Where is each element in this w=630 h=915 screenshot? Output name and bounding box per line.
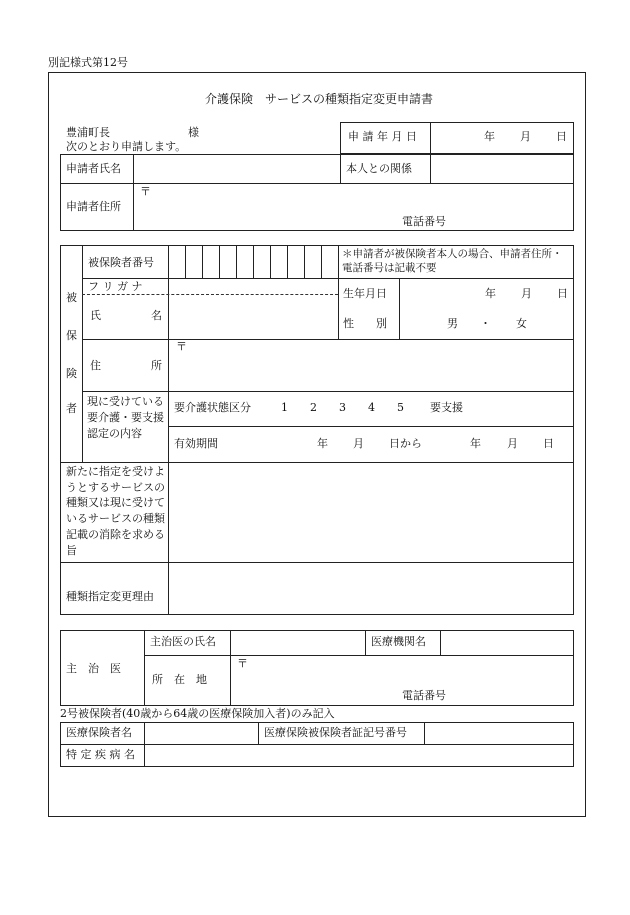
care-level-option[interactable]: 2 — [310, 401, 317, 414]
validity-day-to: 日 — [543, 437, 554, 450]
institution-label: 医療機関名 — [371, 635, 426, 648]
form-number: 別記様式第12号 — [48, 56, 128, 69]
birth-day: 日 — [557, 287, 568, 300]
date-year: 年 — [484, 130, 495, 143]
furigana-label: フ リ ガ ナ — [88, 280, 143, 293]
insurer-name-label: 医療保険者名 — [66, 726, 132, 739]
postal-mark: 〒 — [176, 340, 187, 353]
sex-separator: ・ — [480, 317, 491, 330]
relation-field[interactable] — [431, 155, 573, 182]
phone-label: 電話番号 — [402, 689, 446, 702]
birth-label: 生年月日 — [343, 287, 387, 300]
validity-month-to: 月 — [507, 437, 518, 450]
support-option[interactable]: 要支援 — [430, 401, 463, 414]
validity-year-to: 年 — [470, 437, 481, 450]
insured-side-char: 険 — [66, 367, 77, 380]
institution-field[interactable] — [441, 631, 573, 654]
validity-year-from: 年 — [317, 437, 328, 450]
service-request-label: 新たに指定を受けようとするサービスの種類又は現に受けているサービスの種類記載の消除を求める旨 — [66, 465, 165, 557]
care-level-option[interactable]: 5 — [397, 401, 404, 414]
sex-option-male[interactable]: 男 — [447, 317, 458, 330]
disease-field[interactable] — [145, 745, 573, 766]
applicant-name-field[interactable] — [134, 155, 339, 182]
doctor-name-label: 主治医の氏名 — [150, 635, 216, 648]
insured-number-label: 被保険者番号 — [88, 256, 154, 269]
applicant-name-label: 申請者氏名 — [66, 162, 121, 175]
applicant-address-field[interactable] — [134, 184, 573, 230]
honorific: 様 — [188, 126, 199, 139]
name-label-char: 氏 — [90, 309, 101, 322]
request-line: 次のとおり申請します。 — [66, 140, 187, 153]
care-level-option[interactable]: 3 — [339, 401, 346, 414]
date-month: 月 — [520, 130, 531, 143]
date-field[interactable] — [431, 123, 573, 153]
postal-mark: 〒 — [237, 657, 248, 670]
birth-month: 月 — [521, 287, 532, 300]
cert-number-label: 医療保険被保険者証記号番号 — [264, 726, 407, 739]
validity-label: 有効期間 — [174, 437, 218, 450]
insurer-name-field[interactable] — [145, 723, 257, 743]
sex-option-female[interactable]: 女 — [516, 317, 527, 330]
insured-side-char: 保 — [66, 329, 77, 342]
name-label-char: 名 — [151, 309, 162, 322]
insured-name-field[interactable] — [169, 295, 337, 338]
care-level-option[interactable]: 4 — [368, 401, 375, 414]
location-label: 所 在 地 — [152, 673, 207, 686]
cert-number-field[interactable] — [425, 723, 573, 743]
address-label-char: 所 — [151, 359, 162, 372]
birth-year: 年 — [485, 287, 496, 300]
self-applicant-note: ＊申請者が被保険者本人の場合、申請者住所・電話番号は記載不要 — [342, 248, 563, 275]
date-label: 申 請 年 月 日 — [348, 130, 417, 143]
change-reason-label: 種類指定変更理由 — [66, 590, 154, 603]
care-level-label: 要介護状態区分 — [174, 401, 251, 414]
disease-label: 特 定 疾 病 名 — [66, 748, 135, 761]
care-level-option[interactable]: 1 — [281, 401, 288, 414]
addressee: 豊浦町長 — [66, 126, 110, 139]
furigana-field[interactable] — [169, 279, 337, 293]
postal-mark: 〒 — [140, 185, 151, 198]
address-label-char: 住 — [90, 359, 101, 372]
change-reason-field[interactable] — [169, 563, 573, 614]
type2-note: 2号被保険者(40歳から64歳の医療保険加入者)のみ記入 — [60, 707, 335, 720]
applicant-address-label: 申請者住所 — [66, 200, 121, 213]
date-day: 日 — [556, 130, 567, 143]
insured-address-field[interactable] — [169, 340, 573, 390]
doctor-name-field[interactable] — [231, 631, 364, 654]
doctor-side-label: 主 治 医 — [66, 662, 121, 675]
phone-label: 電話番号 — [402, 215, 446, 228]
validity-month-from: 月 — [353, 437, 364, 450]
sex-label: 性 別 — [343, 317, 387, 330]
service-request-field[interactable] — [169, 463, 573, 561]
validity-day-from: 日から — [389, 437, 422, 450]
insured-side-char: 被 — [66, 291, 77, 304]
form-title: 介護保険 サービスの種類指定変更申請書 — [205, 92, 434, 106]
insured-side-char: 者 — [66, 402, 77, 415]
certification-label: 現に受けている要介護・要支援認定の内容 — [87, 395, 164, 440]
relation-label: 本人との関係 — [346, 162, 412, 175]
